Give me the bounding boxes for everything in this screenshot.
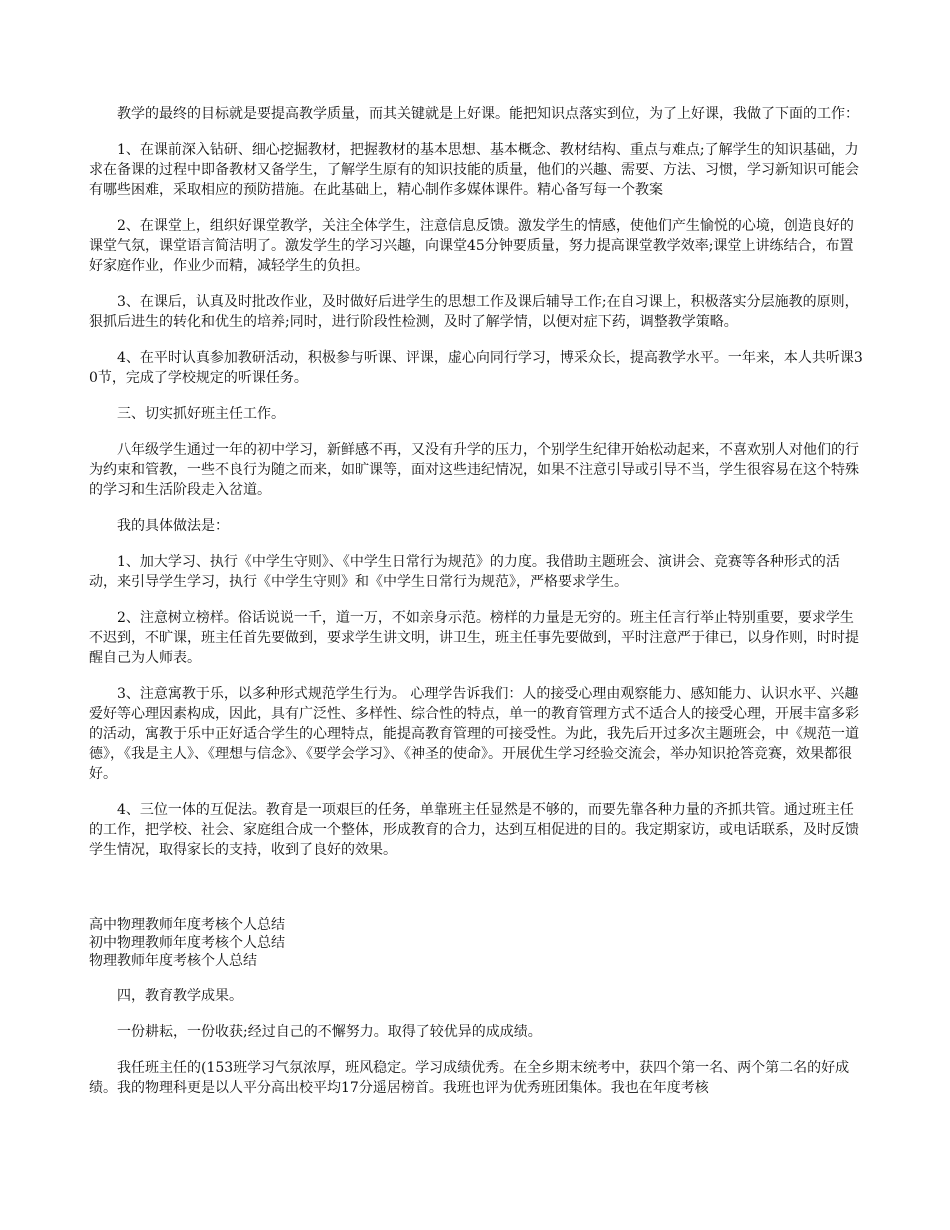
section-four-heading: 四，教育教学成果。 <box>117 988 243 1004</box>
section-four-paragraph-2: 我任班主任的(153班学习气氛浓厚，班风稳定。学习成绩优秀。在全乡期末统考中，获四个第一名、两个第二名的好成绩。我的物理科更是以人平分高出校平均17分遥居榜首。我班也评为优秀班团集体。我也在年度考核 <box>89 1060 850 1096</box>
related-links <box>89 916 864 970</box>
related-link[interactable]: 高中物理教师年度考核个人总结 <box>89 917 285 933</box>
method-item-1: 1、加大学习、执行《中学生守则》、《中学生日常行为规范》的力度。我借助主题班会、演讲会、竞赛等各种形式的活动，来引导学生学习，执行《中学生守则》和《中学生日常行为规范》，严格要求学生。 <box>89 554 840 590</box>
document-body <box>89 104 864 1114</box>
intro-paragraph: 教学的最终的目标就是要提高教学质量，而其关键就是上好课。能把知识点落实到位，为了上好课，我做了下面的工作： <box>117 106 859 122</box>
method-item-3: 3、注意寓教于乐，以多种形式规范学生行为。 心理学告诉我们：人的接受心理由观察能力、感知能力、认识水平、兴趣爱好等心理因素构成，因此，具有广泛性、多样性、综合性的特点，单一的教育管理方式不适合人的接受心理，开展丰富多彩的活动，寓教于乐中正好适合学生的心理特点，能提高教育管理的可接受性。为此，我先后开过多次主题班会，中《规范一道德》，《我是主人》、《理想与信念》、《要学会学习》、《神圣的使命》。开展优生学习经验交流会，举办知识抢答竞赛，效果都很好。 <box>89 686 859 782</box>
method-item-2: 2、注意树立榜样。俗话说说一千，道一万，不如亲身示范。榜样的力量是无穷的。班主任言行举止特别重要，要求学生不迟到，不旷课，班主任首先要做到，要求学生讲文明，讲卫生，班主任事先要做到，平时注意严于律已，以身作则，时时提醒自己为人师表。 <box>89 610 859 666</box>
section-four-paragraph-1: 一份耕耘，一份收获;经过自己的不懈努力。取得了较优异的成成绩。 <box>117 1024 542 1040</box>
section-three-lead: 我的具体做法是： <box>117 518 229 534</box>
related-link[interactable]: 初中物理教师年度考核个人总结 <box>89 935 285 951</box>
related-link[interactable]: 物理教师年度考核个人总结 <box>89 953 257 969</box>
section-three-intro: 八年级学生通过一年的初中学习，新鲜感不再，又没有升学的压力，个别学生纪律开始松动起来，不喜欢别人对他们的行为约束和管教，一些不良行为随之而来，如旷课等，面对这些违纪情况，如果不注意引导或引导不当，学生很容易在这个特殊的学习和生活阶段走入岔道。 <box>89 442 859 498</box>
teaching-item-2: 2、在课堂上，组织好课堂教学，关注全体学生，注意信息反馈。激发学生的情感，使他们产生愉悦的心境，创造良好的课堂气氛，课堂语言简洁明了。激发学生的学习兴趣，向课堂45分钟要质量，努力提高课堂教学效率;课堂上讲练结合，布置好家庭作业，作业少而精，减轻学生的负担。 <box>89 218 854 274</box>
method-item-4: 4、三位一体的互促法。教育是一项艰巨的任务，单靠班主任显然是不够的，而要先靠各种力量的齐抓共管。通过班主任的工作，把学校、社会、家庭组合成一个整体，形成教育的合力，达到互相促进的目的。我定期家访，或电话联系，及时反馈学生情况，取得家长的支持，收到了良好的效果。 <box>89 802 859 858</box>
teaching-item-1: 1、在课前深入钻研、细心挖掘教材，把握教材的基本思想、基本概念、教材结构、重点与难点;了解学生的知识基础，力求在备课的过程中即备教材又备学生，了解学生原有的知识技能的质量，他们的兴趣、需要、方法、习惯，学习新知识可能会有哪些困难，采取相应的预防措施。在此基础上，精心制作多媒体课件。精心备写每一个教案 <box>89 142 859 198</box>
teaching-item-3: 3、在课后，认真及时批改作业，及时做好后进学生的思想工作及课后辅导工作;在自习课上，积极落实分层施教的原则，狠抓后进生的转化和优生的培养;同时，进行阶段性检测，及时了解学情，以便对症下药，调整教学策略。 <box>89 294 859 330</box>
section-three-heading: 三、切实抓好班主任工作。 <box>117 406 285 422</box>
teaching-item-4: 4、在平时认真参加教研活动，积极参与听课、评课，虚心向同行学习，博采众长，提高教学水平。一年来，本人共听课30节，完成了学校规定的听课任务。 <box>89 350 863 386</box>
